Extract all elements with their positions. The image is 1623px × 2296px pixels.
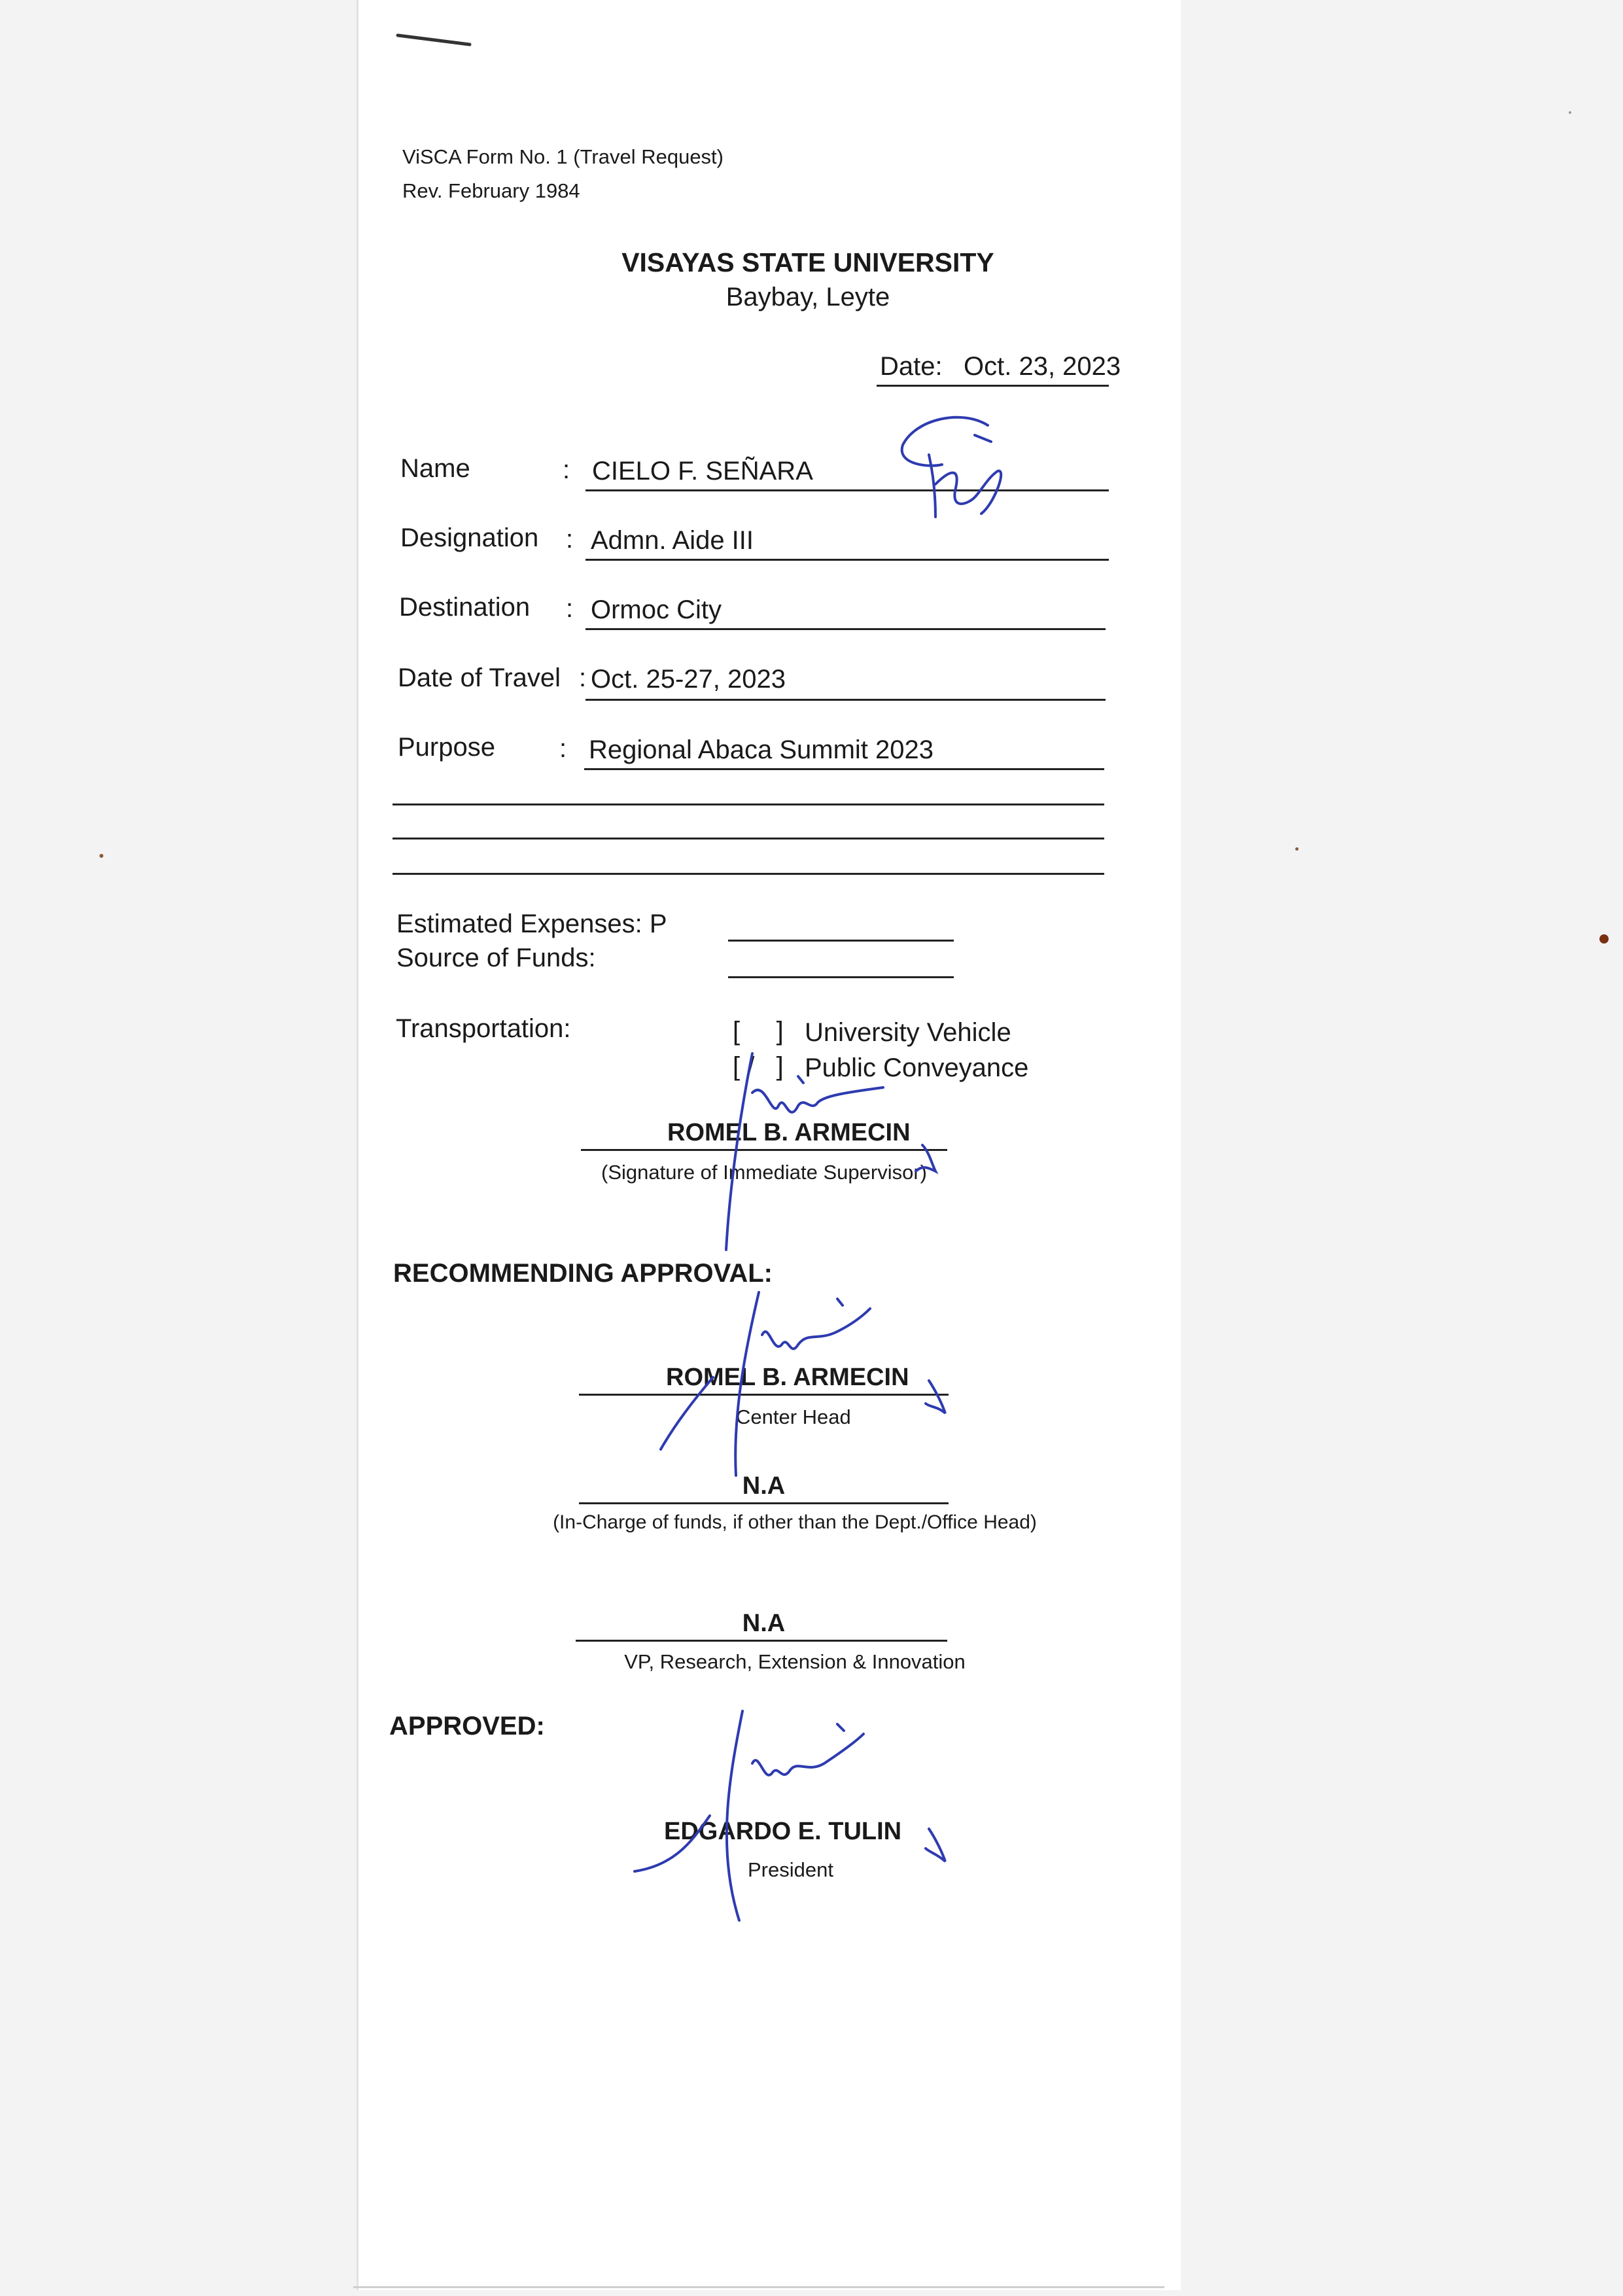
transportation-label: Transportation: — [396, 1014, 571, 1043]
estimated-expenses-label: Estimated Expenses: P — [396, 910, 667, 938]
designation-value: Admn. Aide III — [591, 526, 754, 555]
president-name: EDGARDO E. TULIN — [664, 1818, 902, 1845]
purpose-extra-line-2 — [393, 838, 1104, 839]
transport-option-public: Public Conveyance — [805, 1053, 1029, 1082]
university-name: VISAYAS STATE UNIVERSITY — [621, 247, 994, 277]
form-number: ViSCA Form No. 1 (Travel Request) — [402, 145, 724, 168]
name-colon: : — [563, 455, 570, 484]
scan-speck — [99, 854, 103, 858]
source-of-funds-line — [728, 976, 954, 978]
designation-underline — [585, 559, 1109, 561]
date-underline — [877, 385, 1109, 387]
designation-label: Designation — [400, 523, 539, 552]
funds-in-charge-name: N.A — [742, 1472, 786, 1500]
applicant-signature — [890, 406, 1021, 537]
purpose-value: Regional Abaca Summit 2023 — [589, 735, 934, 764]
date-of-travel-label: Date of Travel — [398, 663, 561, 692]
date-of-travel-colon: : — [579, 663, 587, 692]
president-signature — [621, 1704, 962, 1927]
university-location: Baybay, Leyte — [725, 283, 890, 311]
date-of-travel-underline — [585, 699, 1106, 701]
purpose-underline — [584, 768, 1104, 770]
stray-pen-mark — [393, 26, 478, 52]
scan-speck — [1569, 111, 1571, 114]
estimated-expenses-line — [728, 940, 954, 942]
funds-in-charge-line — [579, 1502, 949, 1504]
destination-label: Destination — [399, 593, 531, 622]
paper-edge — [357, 0, 358, 2290]
transport-checkbox-university: [ ] — [733, 1017, 784, 1046]
vp-signature-line — [576, 1640, 947, 1642]
destination-colon: : — [566, 594, 574, 623]
destination-value: Ormoc City — [591, 595, 722, 624]
center-head-name: ROMEL B. ARMECIN — [666, 1364, 909, 1391]
recommending-approval-heading: RECOMMENDING APPROVAL: — [393, 1259, 773, 1288]
name-underline — [585, 489, 1109, 491]
date-label: Date: — [880, 352, 943, 381]
purpose-label: Purpose — [398, 733, 495, 762]
scan-speck — [1295, 847, 1299, 851]
vp-title: VP, Research, Extension & Innovation — [624, 1650, 966, 1673]
scan-speck — [1599, 934, 1609, 944]
vp-name: N.A — [742, 1610, 786, 1637]
supervisor-signature — [713, 1040, 975, 1256]
supervisor-caption: (Signature of Immediate Supervisor) — [601, 1161, 927, 1184]
transport-option-university: University Vehicle — [805, 1018, 1011, 1047]
designation-colon: : — [566, 525, 574, 554]
name-value: CIELO F. SEÑARA — [592, 457, 813, 486]
destination-underline — [585, 628, 1106, 630]
transport-checkbox-public: [ / ] — [733, 1052, 784, 1081]
date-of-travel-value: Oct. 25-27, 2023 — [591, 665, 786, 694]
purpose-colon: : — [559, 734, 567, 763]
approved-heading: APPROVED: — [389, 1712, 545, 1740]
purpose-extra-line-1 — [393, 804, 1104, 805]
center-head-signature — [621, 1282, 962, 1479]
funds-in-charge-caption: (In-Charge of funds, if other than the Dept./Office Head) — [553, 1511, 1037, 1533]
purpose-extra-line-3 — [393, 873, 1104, 875]
date-value: Oct. 23, 2023 — [964, 352, 1121, 381]
form-revision: Rev. February 1984 — [402, 179, 580, 202]
center-head-title: Center Head — [736, 1405, 851, 1428]
president-title: President — [748, 1858, 833, 1881]
paper-edge-bottom — [353, 2286, 1164, 2288]
name-label: Name — [400, 454, 470, 483]
source-of-funds-label: Source of Funds: — [396, 944, 596, 972]
supervisor-name: ROMEL B. ARMECIN — [667, 1119, 911, 1146]
